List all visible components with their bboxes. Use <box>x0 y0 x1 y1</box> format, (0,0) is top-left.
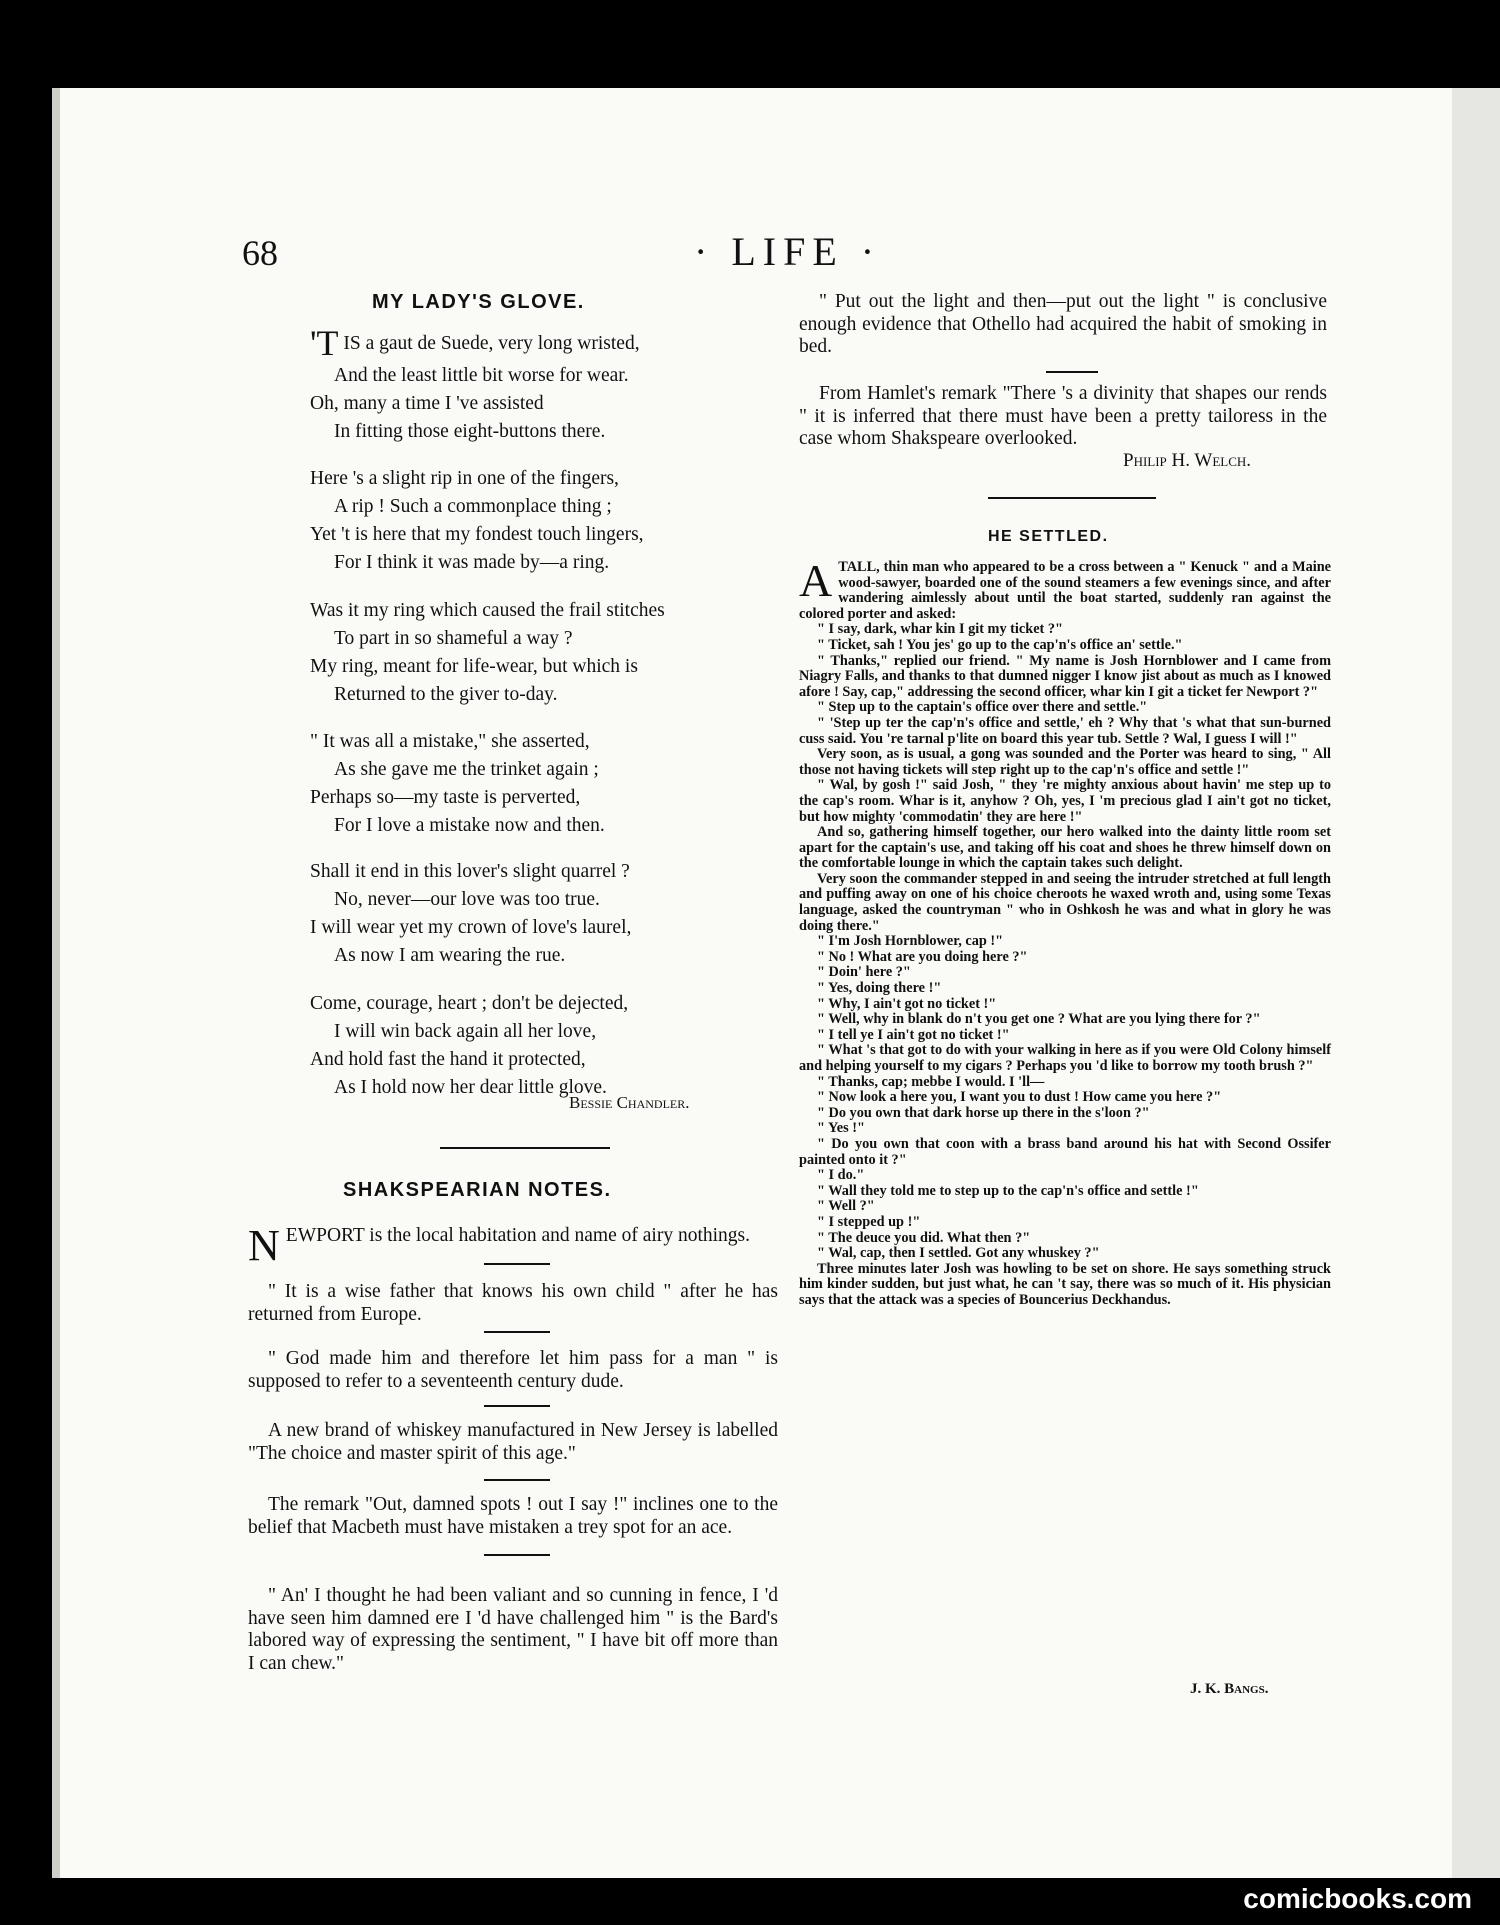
story-drop-cap: A <box>799 555 833 606</box>
story-paragraph: " I say, dark, whar kin I git my ticket ?" <box>817 621 1063 638</box>
story-paragraph: " Yes, doing there !" <box>817 980 942 997</box>
story-paragraph: " Wal, cap, then I settled. Got any whuskey ?" <box>817 1245 1100 1262</box>
story-paragraph: Very soon, as is usual, a gong was sounded and the Porter was heard to sing, " All those not having tickets will step right up to the cap'n's office and settle !" <box>799 746 1331 778</box>
story-paragraph: " Well, why in blank do n't you get one ? What are you lying there for ?" <box>817 1011 1261 1028</box>
masthead: · LIFE · <box>694 229 882 274</box>
divider <box>1046 371 1098 373</box>
poem-line: My ring, meant for life-wear, but which is <box>310 656 638 677</box>
hamlet-credit: Philip H. Welch. <box>1123 450 1252 471</box>
poem-line: Returned to the giver to-day. <box>334 684 558 705</box>
poem-title: MY LADY'S GLOVE. <box>372 291 585 313</box>
poem-line: Shall it end in this lover's slight quarrel ? <box>310 861 630 882</box>
poem-line: And the least little bit worse for wear. <box>334 365 629 386</box>
poem-line: In fitting those eight-buttons there. <box>334 421 606 442</box>
story-paragraph: " The deuce you did. What then ?" <box>817 1229 1031 1246</box>
story-paragraph: And so, gathering himself together, our hero walked into the dainty little room set apart for the captain's use, and taking off his coat and shoes he threw himself down on the comfortable lounge in which the captain takes such delight. <box>799 824 1331 872</box>
poem-line: I will win back again all her love, <box>334 1021 597 1042</box>
poem-first-line <box>310 323 640 363</box>
story-paragraph: " Wal, by gosh !" said Josh, " they 're mighty anxious about havin' me step up to the cap's room. Whar is it, anyhow ? Oh, yes, I 'm precious glad I ain't got no ticket, but how mighty 'commodatin' they are here !" <box>799 777 1331 825</box>
story-paragraph: " Now look a here you, I want you to dust ! How came you here ?" <box>817 1089 1222 1106</box>
poem-credit: Bessie Chandler. <box>569 1093 690 1112</box>
story-paragraph: " I tell ye I ain't got no ticket !" <box>817 1026 1010 1043</box>
story-paragraph: " Why, I ain't got no ticket !" <box>817 995 997 1012</box>
poem-line: And hold fast the hand it protected, <box>310 1049 586 1070</box>
story-paragraph: " Thanks," replied our friend. " My name is Josh Hornblower and I came from Niagry Falls, and thanks to that dumned nigger I know jist about as much as I knowed afore ! Say, cap," addressing the second officer, whar kin I git a ticket fer Newport ?" <box>799 652 1331 700</box>
notes-title: SHAKSPEARIAN NOTES. <box>343 1179 612 1201</box>
othello-para: " Put out the light and then—put out the light " is conclusive enough evidence that Othello had acquired the habit of smoking in bed. <box>799 291 1327 357</box>
story-credit: J. K. Bangs. <box>1190 1681 1269 1697</box>
page-number: 68 <box>242 233 278 273</box>
story-paragraph: TALL, thin man who appeared to be a cross between a " Kenuck " and a Maine wood-sawyer, boarded one of the sound steamers a few evenings since, and after wandering aimlessly about until the boat started, suddenly ran against the colored porter and asked: <box>799 559 1331 622</box>
poem-line: " It was all a mistake," she asserted, <box>310 731 590 752</box>
divider <box>484 1405 550 1407</box>
poem-line: I will wear yet my crown of love's laurel, <box>310 917 632 938</box>
story-paragraph: " Well ?" <box>817 1198 875 1215</box>
story-paragraph: " I do." <box>817 1167 865 1184</box>
story-paragraph: " Yes !" <box>817 1120 865 1137</box>
notes-para-5: The remark "Out, damned spots ! out I say !" inclines one to the belief that Macbeth must have mistaken a trey spot for an ace. <box>248 1494 778 1538</box>
story-paragraph: " I stepped up !" <box>817 1213 921 1230</box>
story-body <box>799 555 1331 1309</box>
story-paragraph: Very soon the commander stepped in and seeing the intruder stretched at full length and puffing away on one of his choice cheroots he waxed wroth and, using some Texas language, asked the countryman " who in Oshkosh he was and what in glory he was doing there." <box>799 870 1331 934</box>
notes-para-6: " An' I thought he had been valiant and so cunning in fence, I 'd have seen him damned ere I 'd have challenged him " is the Bard's labored way of expressing the sentiment, " I have bit off more than I can chew." <box>248 1585 778 1674</box>
story-paragraph: " Step up to the captain's office over there and settle." <box>817 699 1148 716</box>
poem-line: For I love a mistake now and then. <box>334 815 605 836</box>
divider <box>484 1331 550 1333</box>
story-paragraph: " What 's that got to do with your walking in here as if you were Old Colony himself and helping yourself to my cigars ? Perhaps you 'd like to borrow my tooth brush ?" <box>799 1042 1331 1074</box>
poem-line: As I hold now her dear little glove. <box>334 1077 607 1098</box>
poem-line: Perhaps so—my taste is perverted, <box>310 787 581 808</box>
divider <box>484 1479 550 1481</box>
poem-drop-cap: 'T <box>310 323 339 363</box>
divider <box>484 1554 550 1556</box>
story-title: HE SETTLED. <box>988 528 1109 545</box>
watermark: comicbooks.com <box>1243 1883 1472 1914</box>
story-paragraph: " Doin' here ?" <box>817 964 911 981</box>
poem-line-1: IS a gaut de Suede, very long wristed, <box>343 333 640 354</box>
story-paragraph: " Ticket, sah ! You jes' go up to the cap'n's office an' settle." <box>817 636 1183 653</box>
story-paragraph: " 'Step up ter the cap'n's office and settle,' eh ? Why that 's what that sun-burned cuss said. You 're tarnal p'lite on board this year tub. Settle ? Wal, I guess I will !" <box>799 714 1331 747</box>
story-paragraph: " Do you own that coon with a brass band around his hat with Second Ossifer painted onto it ?" <box>799 1135 1331 1168</box>
notes-para-2: " It is a wise father that knows his own child " after he has returned from Europe. <box>248 1281 778 1325</box>
notes-para-4: A new brand of whiskey manufactured in New Jersey is labelled "The choice and master spirit of this age." <box>248 1420 778 1464</box>
poem-line: Come, courage, heart ; don't be dejected, <box>310 993 629 1014</box>
story-paragraphs <box>799 555 1331 1309</box>
story-paragraph: " No ! What are you doing here ?" <box>817 948 1028 965</box>
notes-para-1: NEWPORT is the local habitation and name of airy nothings. <box>248 1221 750 1270</box>
notes-para-3: " God made him and therefore let him pass for a man " is supposed to refer to a seventeenth century dude. <box>248 1348 778 1392</box>
poem-line: Yet 't is here that my fondest touch lingers, <box>310 524 644 545</box>
page-fold-shadow <box>52 88 60 1878</box>
hamlet-para: From Hamlet's remark "There 's a divinity that shapes our rends " it is inferred that there must have been a pretty tailoress in the case whom Shakspeare overlooked. <box>799 383 1327 449</box>
divider <box>988 497 1156 499</box>
poem-line: To part in so shameful a way ? <box>334 628 573 649</box>
poem-line: Was it my ring which caused the frail stitches <box>310 600 665 621</box>
poem-line: A rip ! Such a commonplace thing ; <box>334 496 612 517</box>
story-paragraph: " Do you own that dark horse up there in the s'loon ?" <box>817 1104 1150 1121</box>
poem-line: Here 's a slight rip in one of the fingers, <box>310 468 619 489</box>
story-paragraph: " Wall they told me to step up to the cap'n's office and settle !" <box>817 1182 1199 1199</box>
notes-drop-cap: N <box>248 1221 280 1270</box>
story-paragraph: Three minutes later Josh was howling to be set on shore. He says something struck him kinder sudden, but just what, he can 't say, there was so much of it. His physician says that the attack was a species of Bouncerius Deckhandus. <box>799 1260 1331 1308</box>
divider <box>440 1147 610 1149</box>
story-paragraph: " Thanks, cap; mebbe I would. I 'll— <box>817 1073 1045 1090</box>
facing-page-edge <box>1452 88 1500 1878</box>
story-paragraph: " I'm Josh Hornblower, cap !" <box>817 933 1004 950</box>
poem-line: As she gave me the trinket again ; <box>334 759 599 780</box>
poem-line: For I think it was made by—a ring. <box>334 552 610 573</box>
divider <box>484 1263 550 1265</box>
poem-line: Oh, many a time I 've assisted <box>310 393 544 414</box>
poem-line: No, never—our love was too true. <box>334 889 600 910</box>
poem-line: As now I am wearing the rue. <box>334 945 566 966</box>
